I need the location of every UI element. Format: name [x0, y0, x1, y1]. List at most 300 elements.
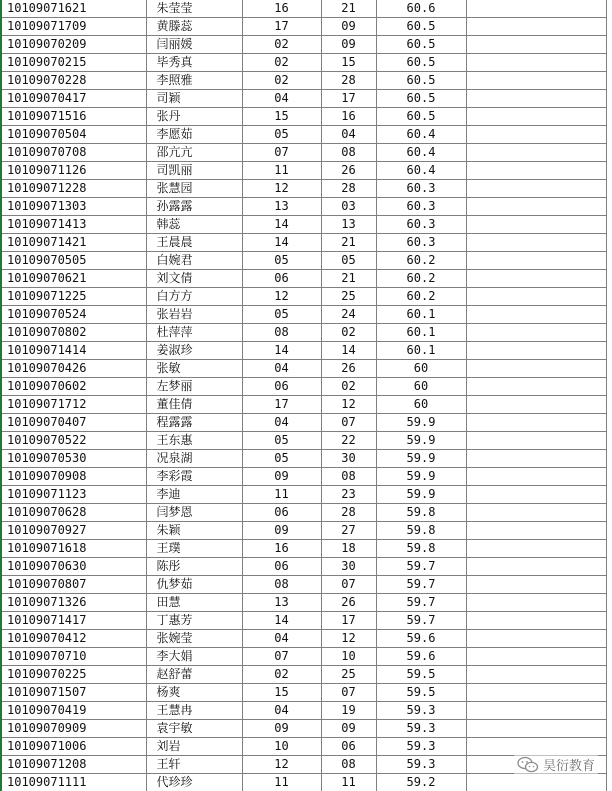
- score-cell: 60.1: [376, 342, 466, 360]
- seat-cell: 12: [321, 396, 376, 414]
- name-cell: 姜淑珍: [146, 342, 242, 360]
- name-cell: 张慧园: [146, 180, 242, 198]
- seat-cell: 09: [321, 18, 376, 36]
- table-row: [1, 738, 606, 756]
- candidate-id-cell: 10109070524: [1, 306, 146, 324]
- name-cell: 王东惠: [146, 432, 242, 450]
- candidate-id-cell: 10109071417: [1, 612, 146, 630]
- name-cell: 赵舒蕾: [146, 666, 242, 684]
- table-row: [1, 684, 606, 702]
- candidate-id-cell: 10109071621: [1, 0, 146, 18]
- table-row: [1, 504, 606, 522]
- table-row: [1, 450, 606, 468]
- candidate-id-cell: 10109071421: [1, 234, 146, 252]
- empty-cell: [466, 738, 606, 756]
- score-cell: 60.2: [376, 270, 466, 288]
- score-cell: 60.5: [376, 108, 466, 126]
- seat-cell: 07: [321, 576, 376, 594]
- candidate-id-cell: 10109070505: [1, 252, 146, 270]
- score-cell: 60.2: [376, 288, 466, 306]
- name-cell: 王璞: [146, 540, 242, 558]
- empty-cell: [466, 666, 606, 684]
- empty-cell: [466, 0, 606, 18]
- room-cell: 16: [242, 540, 321, 558]
- score-cell: 59.7: [376, 612, 466, 630]
- name-cell: 李照雅: [146, 72, 242, 90]
- table-row: [1, 558, 606, 576]
- empty-cell: [466, 72, 606, 90]
- name-cell: 白方方: [146, 288, 242, 306]
- table-row: [1, 234, 606, 252]
- wechat-icon: [517, 756, 539, 774]
- candidate-id-cell: 10109070228: [1, 72, 146, 90]
- room-cell: 02: [242, 72, 321, 90]
- seat-cell: 27: [321, 522, 376, 540]
- name-cell: 董佳倩: [146, 396, 242, 414]
- candidate-id-cell: 10109071414: [1, 342, 146, 360]
- room-cell: 05: [242, 126, 321, 144]
- empty-cell: [466, 18, 606, 36]
- empty-cell: [466, 720, 606, 738]
- score-cell: 60.3: [376, 198, 466, 216]
- candidate-id-cell: 10109071618: [1, 540, 146, 558]
- candidate-id-cell: 10109070807: [1, 576, 146, 594]
- score-cell: 60: [376, 378, 466, 396]
- room-cell: 06: [242, 558, 321, 576]
- name-cell: 刘文倩: [146, 270, 242, 288]
- room-cell: 17: [242, 396, 321, 414]
- empty-cell: [466, 612, 606, 630]
- name-cell: 代珍珍: [146, 774, 242, 791]
- candidate-id-cell: 10109070927: [1, 522, 146, 540]
- seat-cell: 28: [321, 180, 376, 198]
- candidate-id-cell: 10109070708: [1, 144, 146, 162]
- score-cell: 60.4: [376, 126, 466, 144]
- name-cell: 韩蕊: [146, 216, 242, 234]
- table-row: [1, 270, 606, 288]
- score-cell: 60.3: [376, 234, 466, 252]
- table-row: [1, 378, 606, 396]
- room-cell: 12: [242, 288, 321, 306]
- score-cell: 60.4: [376, 144, 466, 162]
- empty-cell: [466, 144, 606, 162]
- table-row: [1, 648, 606, 666]
- candidate-id-cell: 10109070215: [1, 54, 146, 72]
- seat-cell: 19: [321, 702, 376, 720]
- table-row: [1, 432, 606, 450]
- name-cell: 邵亢亢: [146, 144, 242, 162]
- empty-cell: [466, 576, 606, 594]
- seat-cell: 21: [321, 270, 376, 288]
- name-cell: 朱莹莹: [146, 0, 242, 18]
- candidate-id-cell: 10109071303: [1, 198, 146, 216]
- table-row: [1, 396, 606, 414]
- seat-cell: 21: [321, 0, 376, 18]
- score-cell: 59.3: [376, 756, 466, 774]
- candidate-id-cell: 10109070522: [1, 432, 146, 450]
- name-cell: 张岩岩: [146, 306, 242, 324]
- score-cell: 60.2: [376, 252, 466, 270]
- room-cell: 05: [242, 450, 321, 468]
- candidate-id-cell: 10109070417: [1, 90, 146, 108]
- room-cell: 02: [242, 666, 321, 684]
- seat-cell: 25: [321, 288, 376, 306]
- name-cell: 白婉君: [146, 252, 242, 270]
- seat-cell: 08: [321, 756, 376, 774]
- seat-cell: 26: [321, 594, 376, 612]
- candidate-id-cell: 10109071126: [1, 162, 146, 180]
- seat-cell: 10: [321, 648, 376, 666]
- seat-cell: 28: [321, 72, 376, 90]
- name-cell: 杜萍萍: [146, 324, 242, 342]
- table-row: [1, 540, 606, 558]
- candidate-id-cell: 10109070426: [1, 360, 146, 378]
- table-row: [1, 306, 606, 324]
- seat-cell: 30: [321, 558, 376, 576]
- name-cell: 司颖: [146, 90, 242, 108]
- candidate-id-cell: 10109070225: [1, 666, 146, 684]
- candidate-id-cell: 10109071709: [1, 18, 146, 36]
- candidate-id-cell: 10109071507: [1, 684, 146, 702]
- seat-cell: 17: [321, 612, 376, 630]
- empty-cell: [466, 414, 606, 432]
- empty-cell: [466, 450, 606, 468]
- table-row: [1, 414, 606, 432]
- candidate-id-cell: 10109070419: [1, 702, 146, 720]
- candidate-id-cell: 10109070407: [1, 414, 146, 432]
- name-cell: 毕秀真: [146, 54, 242, 72]
- seat-cell: 25: [321, 666, 376, 684]
- room-cell: 09: [242, 720, 321, 738]
- empty-cell: [466, 774, 606, 791]
- score-cell: 59.6: [376, 630, 466, 648]
- candidate-id-cell: 10109070628: [1, 504, 146, 522]
- score-cell: 59.8: [376, 522, 466, 540]
- name-cell: 黄滕蕊: [146, 18, 242, 36]
- name-cell: 杨爽: [146, 684, 242, 702]
- candidate-id-cell: 10109070530: [1, 450, 146, 468]
- room-cell: 11: [242, 162, 321, 180]
- score-cell: 59.6: [376, 648, 466, 666]
- room-cell: 17: [242, 18, 321, 36]
- room-cell: 14: [242, 342, 321, 360]
- candidate-id-cell: 10109070908: [1, 468, 146, 486]
- score-cell: 60.6: [376, 0, 466, 18]
- room-cell: 14: [242, 612, 321, 630]
- seat-cell: 05: [321, 252, 376, 270]
- score-cell: 60: [376, 360, 466, 378]
- name-cell: 王慧冉: [146, 702, 242, 720]
- candidate-id-cell: 10109070802: [1, 324, 146, 342]
- seat-cell: 18: [321, 540, 376, 558]
- empty-cell: [466, 594, 606, 612]
- room-cell: 02: [242, 36, 321, 54]
- score-cell: 60.3: [376, 216, 466, 234]
- table-row: [1, 252, 606, 270]
- room-cell: 05: [242, 432, 321, 450]
- name-cell: 李彩霞: [146, 468, 242, 486]
- empty-cell: [466, 234, 606, 252]
- score-cell: 59.9: [376, 450, 466, 468]
- seat-cell: 12: [321, 630, 376, 648]
- score-cell: 59.7: [376, 558, 466, 576]
- score-cell: 60.5: [376, 18, 466, 36]
- table-row: [1, 180, 606, 198]
- score-cell: 59.9: [376, 414, 466, 432]
- name-cell: 况泉湖: [146, 450, 242, 468]
- empty-cell: [466, 684, 606, 702]
- room-cell: 10: [242, 738, 321, 756]
- seat-cell: 07: [321, 414, 376, 432]
- empty-cell: [466, 90, 606, 108]
- room-cell: 06: [242, 504, 321, 522]
- seat-cell: 22: [321, 432, 376, 450]
- room-cell: 14: [242, 216, 321, 234]
- room-cell: 05: [242, 306, 321, 324]
- table-row: [1, 486, 606, 504]
- name-cell: 王晨晨: [146, 234, 242, 252]
- candidate-id-cell: 10109071225: [1, 288, 146, 306]
- table-row: [1, 108, 606, 126]
- score-cell: 59.3: [376, 702, 466, 720]
- name-cell: 陈彤: [146, 558, 242, 576]
- score-cell: 60.1: [376, 324, 466, 342]
- name-cell: 程露露: [146, 414, 242, 432]
- score-cell: 60.5: [376, 72, 466, 90]
- score-cell: 60.5: [376, 90, 466, 108]
- score-cell: 59.8: [376, 504, 466, 522]
- name-cell: 张敏: [146, 360, 242, 378]
- table-row: [1, 216, 606, 234]
- name-cell: 闫丽媛: [146, 36, 242, 54]
- table-row: [1, 594, 606, 612]
- room-cell: 13: [242, 594, 321, 612]
- score-cell: 59.7: [376, 576, 466, 594]
- table-row: [1, 360, 606, 378]
- empty-cell: [466, 162, 606, 180]
- name-cell: 李迪: [146, 486, 242, 504]
- room-cell: 07: [242, 648, 321, 666]
- score-cell: 60.1: [376, 306, 466, 324]
- candidate-id-cell: 10109070909: [1, 720, 146, 738]
- name-cell: 李愿茹: [146, 126, 242, 144]
- empty-cell: [466, 270, 606, 288]
- name-cell: 刘岩: [146, 738, 242, 756]
- empty-cell: [466, 396, 606, 414]
- candidate-id-cell: 10109070710: [1, 648, 146, 666]
- empty-cell: [466, 288, 606, 306]
- name-cell: 张丹: [146, 108, 242, 126]
- room-cell: 09: [242, 522, 321, 540]
- table-row: [1, 720, 606, 738]
- candidate-id-cell: 10109071123: [1, 486, 146, 504]
- score-cell: 60: [376, 396, 466, 414]
- candidate-id-cell: 10109071413: [1, 216, 146, 234]
- seat-cell: 09: [321, 36, 376, 54]
- empty-cell: [466, 324, 606, 342]
- seat-cell: 17: [321, 90, 376, 108]
- name-cell: 孙露露: [146, 198, 242, 216]
- seat-cell: 09: [321, 720, 376, 738]
- empty-cell: [466, 216, 606, 234]
- score-cell: 59.7: [376, 594, 466, 612]
- room-cell: 11: [242, 486, 321, 504]
- name-cell: 丁惠芳: [146, 612, 242, 630]
- room-cell: 06: [242, 270, 321, 288]
- seat-cell: 16: [321, 108, 376, 126]
- candidate-id-cell: 10109071712: [1, 396, 146, 414]
- table-row: [1, 36, 606, 54]
- score-cell: 60.5: [376, 36, 466, 54]
- score-table-body: [1, 0, 606, 791]
- table-row: [1, 612, 606, 630]
- table-row: [1, 126, 606, 144]
- room-cell: 07: [242, 144, 321, 162]
- empty-cell: [466, 630, 606, 648]
- room-cell: 15: [242, 108, 321, 126]
- table-row: [1, 162, 606, 180]
- name-cell: 仇梦茹: [146, 576, 242, 594]
- seat-cell: 11: [321, 774, 376, 791]
- candidate-id-cell: 10109070209: [1, 36, 146, 54]
- score-cell: 59.9: [376, 486, 466, 504]
- candidate-id-cell: 10109070412: [1, 630, 146, 648]
- empty-cell: [466, 54, 606, 72]
- candidate-id-cell: 10109071228: [1, 180, 146, 198]
- empty-cell: [466, 378, 606, 396]
- score-cell: 59.3: [376, 720, 466, 738]
- name-cell: 朱颖: [146, 522, 242, 540]
- empty-cell: [466, 198, 606, 216]
- candidate-id-cell: 10109070621: [1, 270, 146, 288]
- table-row: [1, 144, 606, 162]
- table-row: [1, 18, 606, 36]
- seat-cell: 26: [321, 162, 376, 180]
- score-cell: 59.5: [376, 684, 466, 702]
- empty-cell: [466, 360, 606, 378]
- table-row: [1, 288, 606, 306]
- candidate-id-cell: 10109070602: [1, 378, 146, 396]
- room-cell: 05: [242, 252, 321, 270]
- room-cell: 12: [242, 180, 321, 198]
- seat-cell: 07: [321, 684, 376, 702]
- name-cell: 司凯丽: [146, 162, 242, 180]
- room-cell: 04: [242, 414, 321, 432]
- empty-cell: [466, 702, 606, 720]
- room-cell: 16: [242, 0, 321, 18]
- table-row: [1, 468, 606, 486]
- seat-cell: 13: [321, 216, 376, 234]
- watermark: [514, 754, 598, 775]
- seat-cell: 08: [321, 144, 376, 162]
- name-cell: 袁宇敏: [146, 720, 242, 738]
- score-cell: 60.5: [376, 54, 466, 72]
- empty-cell: [466, 126, 606, 144]
- seat-cell: 06: [321, 738, 376, 756]
- empty-cell: [466, 468, 606, 486]
- name-cell: 王轩: [146, 756, 242, 774]
- seat-cell: 08: [321, 468, 376, 486]
- room-cell: 08: [242, 324, 321, 342]
- name-cell: 张婉莹: [146, 630, 242, 648]
- score-cell: 60.3: [376, 180, 466, 198]
- candidate-id-cell: 10109070630: [1, 558, 146, 576]
- table-row: [1, 522, 606, 540]
- table-row: [1, 54, 606, 72]
- table-row: [1, 702, 606, 720]
- room-cell: 14: [242, 234, 321, 252]
- seat-cell: 02: [321, 378, 376, 396]
- room-cell: 04: [242, 630, 321, 648]
- empty-cell: [466, 180, 606, 198]
- room-cell: 11: [242, 774, 321, 791]
- watermark-text: 昊衍教育: [542, 759, 595, 774]
- table-row: [1, 198, 606, 216]
- empty-cell: [466, 648, 606, 666]
- seat-cell: 23: [321, 486, 376, 504]
- table-row: [1, 0, 606, 18]
- seat-cell: 21: [321, 234, 376, 252]
- score-cell: 59.9: [376, 468, 466, 486]
- room-cell: 08: [242, 576, 321, 594]
- room-cell: 09: [242, 468, 321, 486]
- seat-cell: 03: [321, 198, 376, 216]
- score-cell: 60.4: [376, 162, 466, 180]
- table-row: [1, 666, 606, 684]
- room-cell: 02: [242, 54, 321, 72]
- room-cell: 04: [242, 90, 321, 108]
- candidate-id-cell: 10109071006: [1, 738, 146, 756]
- score-cell: 59.3: [376, 738, 466, 756]
- seat-cell: 14: [321, 342, 376, 360]
- name-cell: 田慧: [146, 594, 242, 612]
- room-cell: 04: [242, 702, 321, 720]
- room-cell: 06: [242, 378, 321, 396]
- table-row: [1, 72, 606, 90]
- seat-cell: 04: [321, 126, 376, 144]
- empty-cell: [466, 342, 606, 360]
- empty-cell: [466, 252, 606, 270]
- table-row: [1, 630, 606, 648]
- empty-cell: [466, 504, 606, 522]
- empty-cell: [466, 306, 606, 324]
- table-row: [1, 576, 606, 594]
- seat-cell: 02: [321, 324, 376, 342]
- table-row: [1, 90, 606, 108]
- score-cell: 59.2: [376, 774, 466, 791]
- empty-cell: [466, 540, 606, 558]
- empty-cell: [466, 558, 606, 576]
- room-cell: 15: [242, 684, 321, 702]
- empty-cell: [466, 432, 606, 450]
- empty-cell: [466, 108, 606, 126]
- candidate-id-cell: 10109071111: [1, 774, 146, 791]
- name-cell: 左梦丽: [146, 378, 242, 396]
- seat-cell: 30: [321, 450, 376, 468]
- name-cell: 李大娟: [146, 648, 242, 666]
- room-cell: 04: [242, 360, 321, 378]
- score-cell: 59.9: [376, 432, 466, 450]
- candidate-id-cell: 10109070504: [1, 126, 146, 144]
- candidate-id-cell: 10109071208: [1, 756, 146, 774]
- candidate-id-cell: 10109071516: [1, 108, 146, 126]
- empty-cell: [466, 522, 606, 540]
- room-cell: 13: [242, 198, 321, 216]
- candidate-id-cell: 10109071326: [1, 594, 146, 612]
- table-row: [1, 342, 606, 360]
- seat-cell: 28: [321, 504, 376, 522]
- table-row: [1, 774, 606, 791]
